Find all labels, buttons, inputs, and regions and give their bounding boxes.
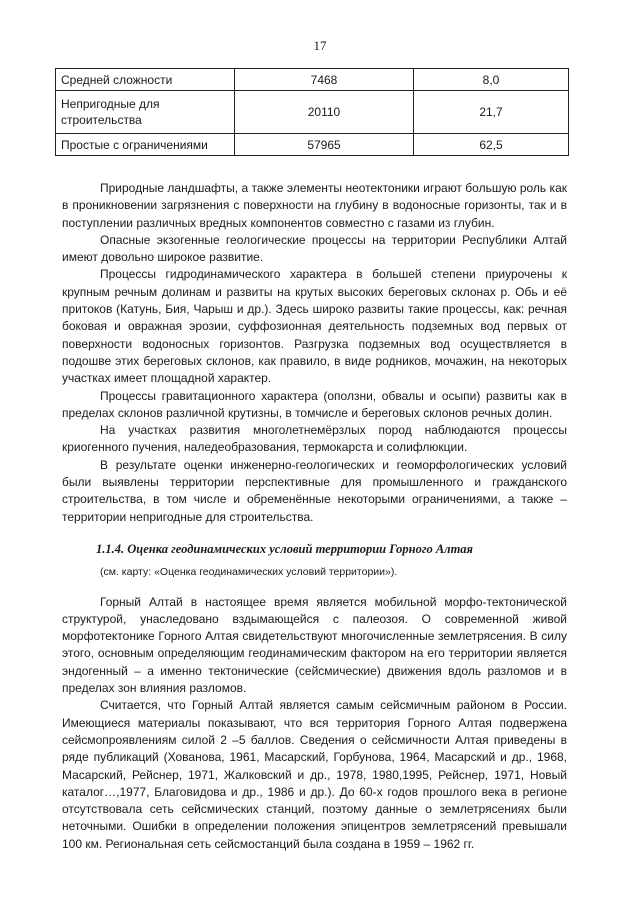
paragraph: Считается, что Горный Алтай является самым сейсмичным районом в России. Имеющиеся материалы показывают, что вся территория Горного Алтая подвержена сейсмопроявлениям силой 2 –5 баллов. Сведения о сейсмичности Алтая приведены в ряде публикаций (Хованова, 1961, Масарский, Горбунова, 1964, Масарский и др., 1968, Масарский, Рейснер, 1971, Жалковский и др., 1978, 1980,1995, Рейснер, 1971, Новый каталог…,1977, Благовидова и др., 1986 и др.). До 60-х годов прошлого века в регионе отсутствовала сеть сейсмических станций, поэтому данные о землетрясениях были неточными. Ошибки в определении положения эпицентров землетрясений превышали 100 км. Региональная сеть сейсмостанций была создана в 1959 – 1962 гг.: [62, 698, 567, 851]
data-table: [55, 68, 569, 156]
table-cell-label: Непригодные для строительства: [56, 91, 235, 134]
page-number: 17: [313, 38, 327, 53]
paragraph: Процессы гравитационного характера (оползни, обвалы и осыпи) развиты как в пределах склонов различной крутизны, в томчисле и береговых склонов речных долин.: [62, 388, 567, 420]
table-cell-percent: 21,7: [414, 91, 569, 134]
table-cell-percent: 8,0: [414, 69, 569, 91]
paragraph: Природные ландшафты, а также элементы неотектоники играют большую роль как в проникновении загрязнения с поверхности на глубину в водоносные горизонты, так и в поступлении различных вредных компонентов совместно с газами из глубин.: [62, 181, 567, 230]
table-cell-percent: 62,5: [414, 134, 569, 156]
table-row: [56, 69, 569, 91]
table-cell-value: 20110: [235, 91, 414, 134]
table-row: [56, 134, 569, 156]
table-cell-label: Средней сложности: [56, 69, 235, 91]
paragraph: В результате оценки инженерно-геологических и геоморфологических условий были выявлены территории перспективные для промышленного и гражданского строительства, в том числе и обременённые некоторыми ограничениями, а также – территории непригодные для строительства.: [62, 457, 567, 524]
paragraph: На участках развития многолетнемёрзлых пород наблюдаются процессы криогенного пучения, наледеобразования, термокарста и солифлюкции.: [62, 423, 567, 455]
map-note: (см. карту: «Оценка геодинамических условий территории»).: [100, 566, 398, 579]
paragraph: Горный Алтай в настоящее время является мобильной морфо-тектонической структурой, унаследовано вздымающейся с палеозоя. О современной живой морфотектонике Горного Алтая свидетельствуют многочисленные землетрясения. В силу этого, основным определяющим геодинамическим фактором на его территории является эндогенный – а именно тектонические (сейсмические) движения вдоль разломов и в пределах зон влияния разломов.: [62, 594, 567, 696]
table-row: [56, 91, 569, 134]
table-cell-value: 57965: [235, 134, 414, 156]
section-heading: 1.1.4. Оценка геодинамических условий территории Горного Алтая: [96, 541, 473, 556]
table-cell-label: Простые с ограничениями: [56, 134, 235, 156]
body-text: [62, 180, 567, 853]
paragraph: Процессы гидродинамического характера в большей степени приурочены к крупным речным долинам и развиты на крутых высоких береговых склонах р. Обь и её притоков (Катунь, Бия, Чарыш и др.). Здесь широко развиты такие процессы, как: речная боковая и овражная эрозии, суффозионная деятельность подземных вод первых от поверхности водоносных горизонтов. Разгрузка подземных вод осуществляется в подошве этих береговых склонов, как правило, в виде родников, мочажин, на некоторых участках имеет площадной характер.: [62, 267, 567, 386]
table-cell-value: 7468: [235, 69, 414, 91]
paragraph: Опасные экзогенные геологические процессы на территории Республики Алтай имеют довольно широкое развитие.: [62, 232, 567, 265]
